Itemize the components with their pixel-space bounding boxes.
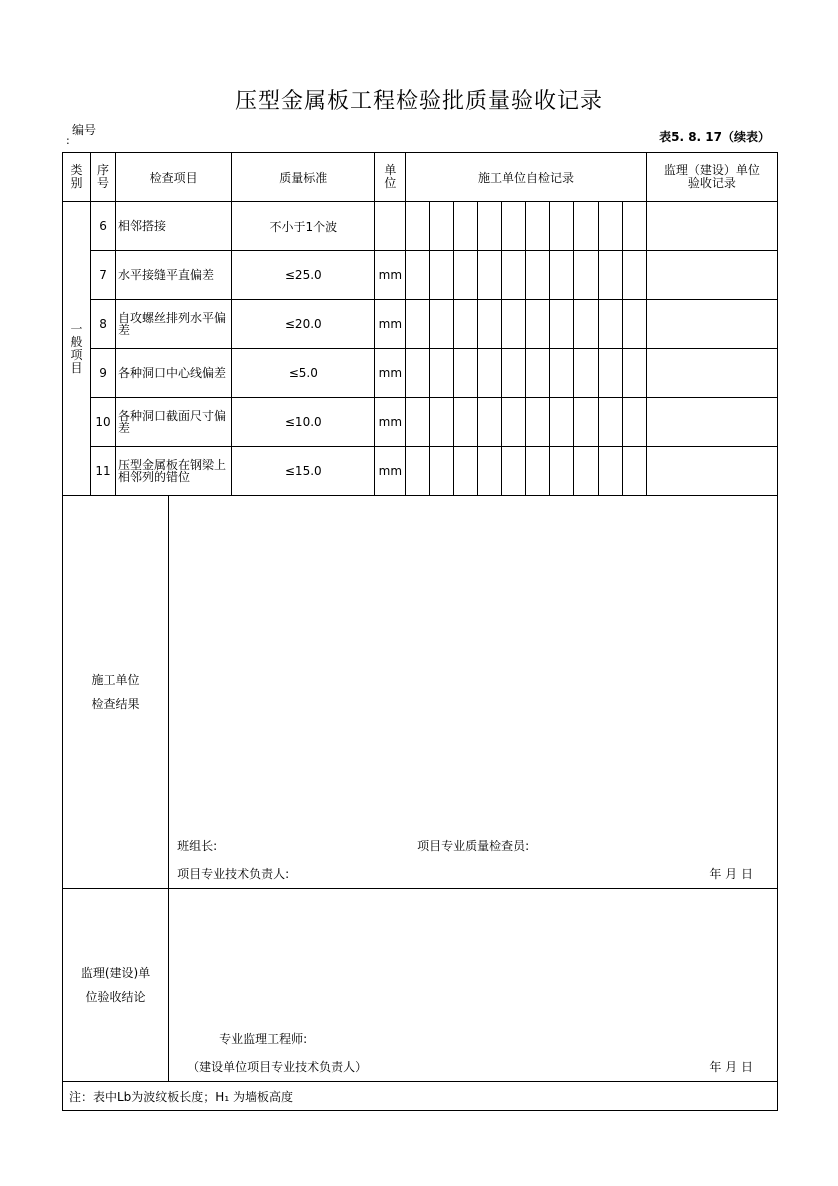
table-row: [63, 251, 778, 300]
supervision-cell[interactable]: [646, 349, 777, 398]
row-unit: mm: [375, 398, 406, 447]
table-row: [63, 398, 778, 447]
check-cell[interactable]: [622, 398, 646, 447]
check-cell[interactable]: [550, 349, 574, 398]
table-header: [63, 153, 778, 202]
check-cell[interactable]: [574, 202, 598, 251]
row-seq: 7: [91, 251, 116, 300]
check-cell[interactable]: [430, 202, 454, 251]
check-cell[interactable]: [622, 202, 646, 251]
check-cell[interactable]: [430, 398, 454, 447]
supervision-result-area[interactable]: [169, 889, 778, 1082]
row-unit: mm: [375, 251, 406, 300]
check-cell[interactable]: [574, 349, 598, 398]
supervision-cell[interactable]: [646, 202, 777, 251]
row-standard: ≤15.0: [232, 447, 375, 496]
check-cell[interactable]: [550, 251, 574, 300]
code-colon: :: [66, 134, 70, 147]
team-leader-label: 班组长:: [177, 839, 218, 853]
table-note: 注：表中Lb为波纹板长度；H₁ 为墙板高度: [63, 1082, 778, 1111]
supervision-cell[interactable]: [646, 251, 777, 300]
table-row: [63, 300, 778, 349]
supervision-label: 监理(建设)单 位验收结论: [63, 889, 169, 1082]
check-cell[interactable]: [502, 447, 526, 496]
check-cell[interactable]: [502, 251, 526, 300]
check-cell[interactable]: [478, 398, 502, 447]
check-cell[interactable]: [502, 398, 526, 447]
check-cell[interactable]: [454, 398, 478, 447]
row-unit: mm: [375, 447, 406, 496]
row-item: 自攻螺丝排列水平偏差: [116, 300, 232, 349]
supervision-cell[interactable]: [646, 447, 777, 496]
check-cell[interactable]: [454, 349, 478, 398]
check-cell[interactable]: [598, 447, 622, 496]
check-cell[interactable]: [406, 349, 430, 398]
check-cell[interactable]: [622, 349, 646, 398]
check-cell[interactable]: [478, 300, 502, 349]
construction-section: [63, 496, 778, 889]
row-seq: 6: [91, 202, 116, 251]
header-seq: 序号: [91, 153, 116, 202]
check-cell[interactable]: [526, 447, 550, 496]
category-general: 一般项目: [63, 202, 91, 496]
row-unit: mm: [375, 300, 406, 349]
check-cell[interactable]: [478, 447, 502, 496]
check-cell[interactable]: [574, 447, 598, 496]
check-cell[interactable]: [406, 447, 430, 496]
row-item: 相邻搭接: [116, 202, 232, 251]
owner-lead-label: （建设单位项目专业技术负责人）: [187, 1060, 368, 1074]
check-cell[interactable]: [454, 202, 478, 251]
check-cell[interactable]: [622, 300, 646, 349]
check-cell[interactable]: [430, 300, 454, 349]
check-cell[interactable]: [430, 447, 454, 496]
row-standard: ≤25.0: [232, 251, 375, 300]
row-item: 各种洞口截面尺寸偏差: [116, 398, 232, 447]
code-label: 编号: [72, 123, 97, 137]
table-row: [63, 202, 778, 251]
table-row: [63, 447, 778, 496]
check-cell[interactable]: [598, 349, 622, 398]
check-cell[interactable]: [550, 300, 574, 349]
check-cell[interactable]: [406, 202, 430, 251]
check-cell[interactable]: [478, 251, 502, 300]
header-self-check: 施工单位自检记录: [406, 153, 646, 202]
header-unit: 单位: [375, 153, 406, 202]
supervision-cell[interactable]: [646, 300, 777, 349]
check-cell[interactable]: [574, 398, 598, 447]
check-cell[interactable]: [526, 300, 550, 349]
header-item: 检查项目: [116, 153, 232, 202]
check-cell[interactable]: [622, 251, 646, 300]
check-cell[interactable]: [622, 447, 646, 496]
check-cell[interactable]: [502, 300, 526, 349]
check-cell[interactable]: [478, 202, 502, 251]
check-cell[interactable]: [598, 251, 622, 300]
check-cell[interactable]: [502, 202, 526, 251]
supervision-date: 年 月 日: [709, 1060, 753, 1074]
check-cell[interactable]: [526, 349, 550, 398]
header-supervision: 监理（建设）单位验收记录: [646, 153, 777, 202]
check-cell[interactable]: [598, 202, 622, 251]
page-title: 压型金属板工程检验批质量验收记录: [234, 89, 603, 114]
check-cell[interactable]: [406, 300, 430, 349]
row-unit: mm: [375, 349, 406, 398]
construction-label: 施工单位 检查结果: [63, 496, 169, 889]
row-standard: ≤10.0: [232, 398, 375, 447]
check-cell[interactable]: [406, 398, 430, 447]
header-category: 类别: [63, 153, 91, 202]
check-cell[interactable]: [454, 300, 478, 349]
check-cell[interactable]: [526, 398, 550, 447]
header-standard: 质量标准: [232, 153, 375, 202]
row-seq: 9: [91, 349, 116, 398]
supervision-cell[interactable]: [646, 398, 777, 447]
check-cell[interactable]: [550, 202, 574, 251]
check-cell[interactable]: [598, 398, 622, 447]
construction-result-area[interactable]: [169, 496, 778, 889]
check-cell[interactable]: [550, 398, 574, 447]
check-cell[interactable]: [550, 447, 574, 496]
check-cell[interactable]: [430, 349, 454, 398]
check-cell[interactable]: [406, 251, 430, 300]
row-seq: 10: [91, 398, 116, 447]
check-cell[interactable]: [526, 202, 550, 251]
row-seq: 8: [91, 300, 116, 349]
supervision-section: [63, 889, 778, 1082]
check-cell[interactable]: [598, 300, 622, 349]
row-item: 压型金属板在钢梁上相邻列的错位: [116, 447, 232, 496]
check-cell[interactable]: [574, 300, 598, 349]
inspection-table: [62, 152, 778, 1111]
table-row: [63, 349, 778, 398]
construction-date: 年 月 日: [709, 867, 753, 881]
check-cell[interactable]: [454, 447, 478, 496]
row-standard: ≤5.0: [232, 349, 375, 398]
check-cell[interactable]: [502, 349, 526, 398]
note-row: [63, 1082, 778, 1111]
row-standard: ≤20.0: [232, 300, 375, 349]
tech-lead-label: 项目专业技术负责人:: [177, 867, 290, 881]
row-item: 各种洞口中心线偏差: [116, 349, 232, 398]
check-cell[interactable]: [574, 251, 598, 300]
row-standard: 不小于1个波: [232, 202, 375, 251]
quality-inspector-label: 项目专业质量检查员:: [417, 839, 530, 853]
supervision-engineer-label: 专业监理工程师:: [219, 1032, 308, 1046]
row-unit: [375, 202, 406, 251]
check-cell[interactable]: [478, 349, 502, 398]
row-seq: 11: [91, 447, 116, 496]
check-cell[interactable]: [454, 251, 478, 300]
check-cell[interactable]: [430, 251, 454, 300]
table-number: 表5. 8. 17（续表）: [659, 130, 770, 144]
check-cell[interactable]: [526, 251, 550, 300]
row-item: 水平接缝平直偏差: [116, 251, 232, 300]
